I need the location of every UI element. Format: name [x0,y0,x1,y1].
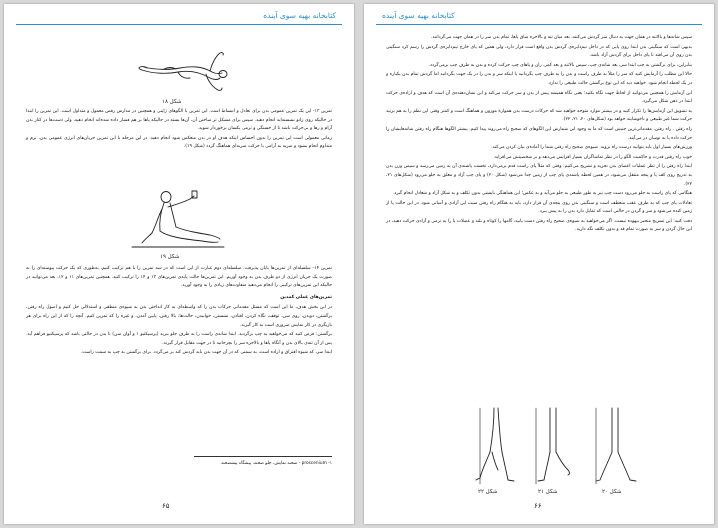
paragraph: این آزمایش را همچنین می‌توانید از لحاظ جهت نگاه بکنید؛ یعنی نگاه همیشه پیش از بدن و سر حرکت می‌کند و این نشان‌دهنده‌ی آن است که هدف و اراده‌ی حرکت ابتدا در ذهن شکل می‌گیرد. [386,90,692,105]
figure-18-illustration [134,48,230,96]
paragraph: ابتدا راه رفتن را از نظر عملیات اعضای بدن تجزیه و تشریح می‌کنیم: وقتی که مثلاً پای راست قدم برمی‌دارد، نخست پاشنه‌ی آن به زمین می‌رسد و سپس وزن بدن به تدریج روی کف پا و پنجه منتقل می‌شود، در همین لحظه پاشنه‌ی پای چپ از زمین جدا می‌شود (شکل ۲۰) و پای چپ آزاد و معلق به جلو می‌رود (شکل‌های ۲۱، ۲۲). [386,164,692,187]
paragraph: در این بخش هدف، ما این است که مسئل مقدماتی حرکات بدن را که واسطه‌ای به کار انداختن بدن به شیوه‌ی منطقی و استدلالی حل کنیم و اصول راه رفتن، برگشتن، دویدن، روی سن، توقف، نگاه کردن، افتادن، نشستن، خوابیدن، حالت‌ها، بالا رفتن، پایین آمدن، و غیره را که تمرین کنیم. آنچه را که از این راه برای هر بازیگری در کار نمایش ضروری است به کار گیرید. [26,305,332,328]
paragraph: به تشویق این آزمایش‌ها را تکرار کنید و در بیشتر موارد متوجه خواهید شد که حرکات درست بدن همواره موزون و هماهنگ است و کمتر وقتی این نظم را به هم بزنید حرکت شما غیر طبیعی و ناخوشایند خواهد بود (شکل‌های ۲۰، ۲۱، ۲۲). [386,108,692,123]
header-rule [376,24,702,25]
figure-19-illustration [128,187,228,253]
paragraph: ورزش‌های بسیار اول باید بتوانید درست راه بروید. شیوه‌ی صحیح راه رفتن شما را آماده‌ی بیان کردن می‌کند. [491,145,692,151]
right-page [364,4,714,524]
page-header: کتابخانه بهیه سوی آینده [263,11,336,20]
paragraph: ابتدا سر، که شیوه افتراق و اراده است، به سمتی که در آن جهت بدن باید گردش کند بر می‌گردد. برای برگشتن به چپ به سمت راست. [80,350,332,356]
figure-20-caption: شکل ۲۰ [602,489,622,495]
paragraph: راه رفتن . راه رفتن، مقدماتی‌ترین جنبش است که ما به وجود این شمارش این الگوهای که صحیح راه می‌روند پیدا کنیم. بیشتر الگوها هنگام راه رفتن شانه‌هایشان را حرکت داده یا به نوسان در می‌آیند. [386,126,692,141]
paragraph: بنابراین، برای برگشتن به چپ ابتدا سر، بعد شانه‌ی چپ، سپس بالاتنه و بعد کمر، ران و پاهای چپ حرکت کرده و بدن به طرف چپ برمی‌گردد. [428,62,692,68]
paragraph: هنگامی که پای راست به جلو می‌رود دست چپ نیز به طور طبیعی به جلو می‌آید و به عکس؛ این هماهنگی بایستی بدون تکلف و به شکل آزاد و متعادل انجام گیرد. [392,191,692,197]
paragraph: خوب راه رفتن قدرت و حاکمیت الگو را در نظر تماشاگران بسیار افزایش می‌دهد و بر شخصیتش می‌افزاید. [493,154,692,160]
figure-18-caption: شکل ۱۸ [162,99,182,105]
figure-22-caption: شکل ۲۲ [478,489,498,495]
left-page [4,4,354,524]
paragraph: تمرین ۱۳- این یک تمرین عمومی بدن برای تعادل و انبساط است. این تمرین با الگوهای ژاپنی و همچنین در مدارس رقص معمول و متداول است. این تمرین را ابتدا در حالیکه روی زانو نشسته‌اید انجام دهید. سپس برای مشکل تر ساختن آن، آن‌ها بسته در حالیکه پاها بر هم فشار داده شده‌اند انجام دهید، ولی دست‌ها در کنار بدن آرام و رها و بی‌حرکت باشد تا از خستگی و نرمی یکسان برخوردار شوید. [26,109,332,132]
page-number: ۶۵ [162,502,170,510]
paragraph: سپس شانه‌ها و بالاتنه در همان جهت به دنبال سر گردش می‌کنند، بعد میان تنه و بالاخره ساق پاها، تمام بدن سر را در همان جهت می‌گردانند. [430,35,692,40]
footnote-rule [194,456,332,457]
paragraph: برگشتن: فرض کنید که می‌خواهید به چپ برگردید. ابتدا شانه‌ی راست را به طرف جلو ببرید (پرسپکتیو ۱ و آوان سن) تا بدن در حالتی باشد که پرسپکتیو فراهم آید. پس از آن تنه‌ی بالای بدن و آنگاه پاها و بالاخره سر را بچرخانید تا در جهت مقابل قرار گیرند. [26,332,332,346]
paragraph: بدیهی است که سنگینی بدن ابتدا روی پایی که در داخل نیم‌دایره‌ی گردش بدن واقع است قرار دارد، ولی همین که پای خارج نیم‌دایره‌ی گردش را رسم کرد سنگینی بدن روی آن می‌افتد تا پای داخل برای گردش آزاد باشد. [386,44,692,59]
header-rule [16,24,342,25]
figure-21-caption: شکل ۲۱ [538,489,558,495]
figure-19-caption: شکل ۱۹ [160,254,180,260]
page-number: ۶۶ [534,502,542,510]
right-text-block [386,34,692,236]
page-header: کتابخانه بهیه سوی آینده [382,11,455,20]
section-title: تمرین‌های عملی کمدین [280,294,332,300]
paragraph: تمرین ۱۴- سلسله‌ای از تمرین‌ها پایان پذیرفت. سلسله‌ای دوم عبارت از این است که در سه تمرین را با هم ترکیب کنیم، به‌طوری که یک حرکت پیوسته‌ای را به صورت یک جریان انرژی از دو طرف بدن به وجود آوریم. این تمرین‌ها حالت پایه‌ی تمرین‌های ۱۳ و ۱۴ را ترکیب کنید. همچنین تمرین‌های ۱۱ و ۱۲، بعد می‌توانید در حالیکه این تمرین‌های ترکیبی را انجام می‌دهید متفاوت‌های زیادی را به وجود آورید. [26,266,332,289]
left-text-block-1 [26,108,332,153]
paragraph: دقت کنید: این تشریح متحیر بیهوده نیست. اگر می‌خواهید به شیوه‌ی صحیح راه رفتن دست یابید، گامها را کوتاه و بلند و عضلات پا را به نرمی و آزادی حرکت دهید، در این حال گردن و سر به صورت تمام قد و بدون تکلف نگه دارید. [386,218,692,233]
paragraph: حالا این مطلب را آزمایش کنید که سر را مثلاً به طرف راست و بدن را به طرف چپ بگردانید یا اینکه سر و بدن را در یک جهت بگردانید اما گردش تمام بدن یکباره و در یک لحظه انجام شود. خواهید دید که این نوع برگشتن حالت طبیعی را ندارد. [386,72,692,86]
left-text-block-2 [26,265,332,359]
paragraph: زمانی معمولی است این تمرین را بدون احساس اینکه هدف او در بدن منعکس شود انجام دهید. در این مرحله با این تمرین جریان‌های انرژی عمومی بدن، نرم و متداوم انجام بشود و ضربه به آرامی با حرکت ضربه‌ای هماهنگ گردد (شکل ۱۹). [26,135,332,150]
walking-figures-illustration [472,404,642,488]
footnote: ۱- proscenium - صحنه نمایش، جلو صحنه، پیشگاه پیشصحنه [221,461,332,466]
paragraph: تعادلات پای چپ که به طرف عقب منعطف است و سنگینی بدن روی پنجه‌ی آن قرار دارد، باید به هنگام راه رفتن سبب این آزادی و آسانی شود. در این حالت پا از زمین کنده می‌شود و سر و گردن در حالتی است که تمایل دارد بدن را به پیش ببرد. [386,200,692,215]
